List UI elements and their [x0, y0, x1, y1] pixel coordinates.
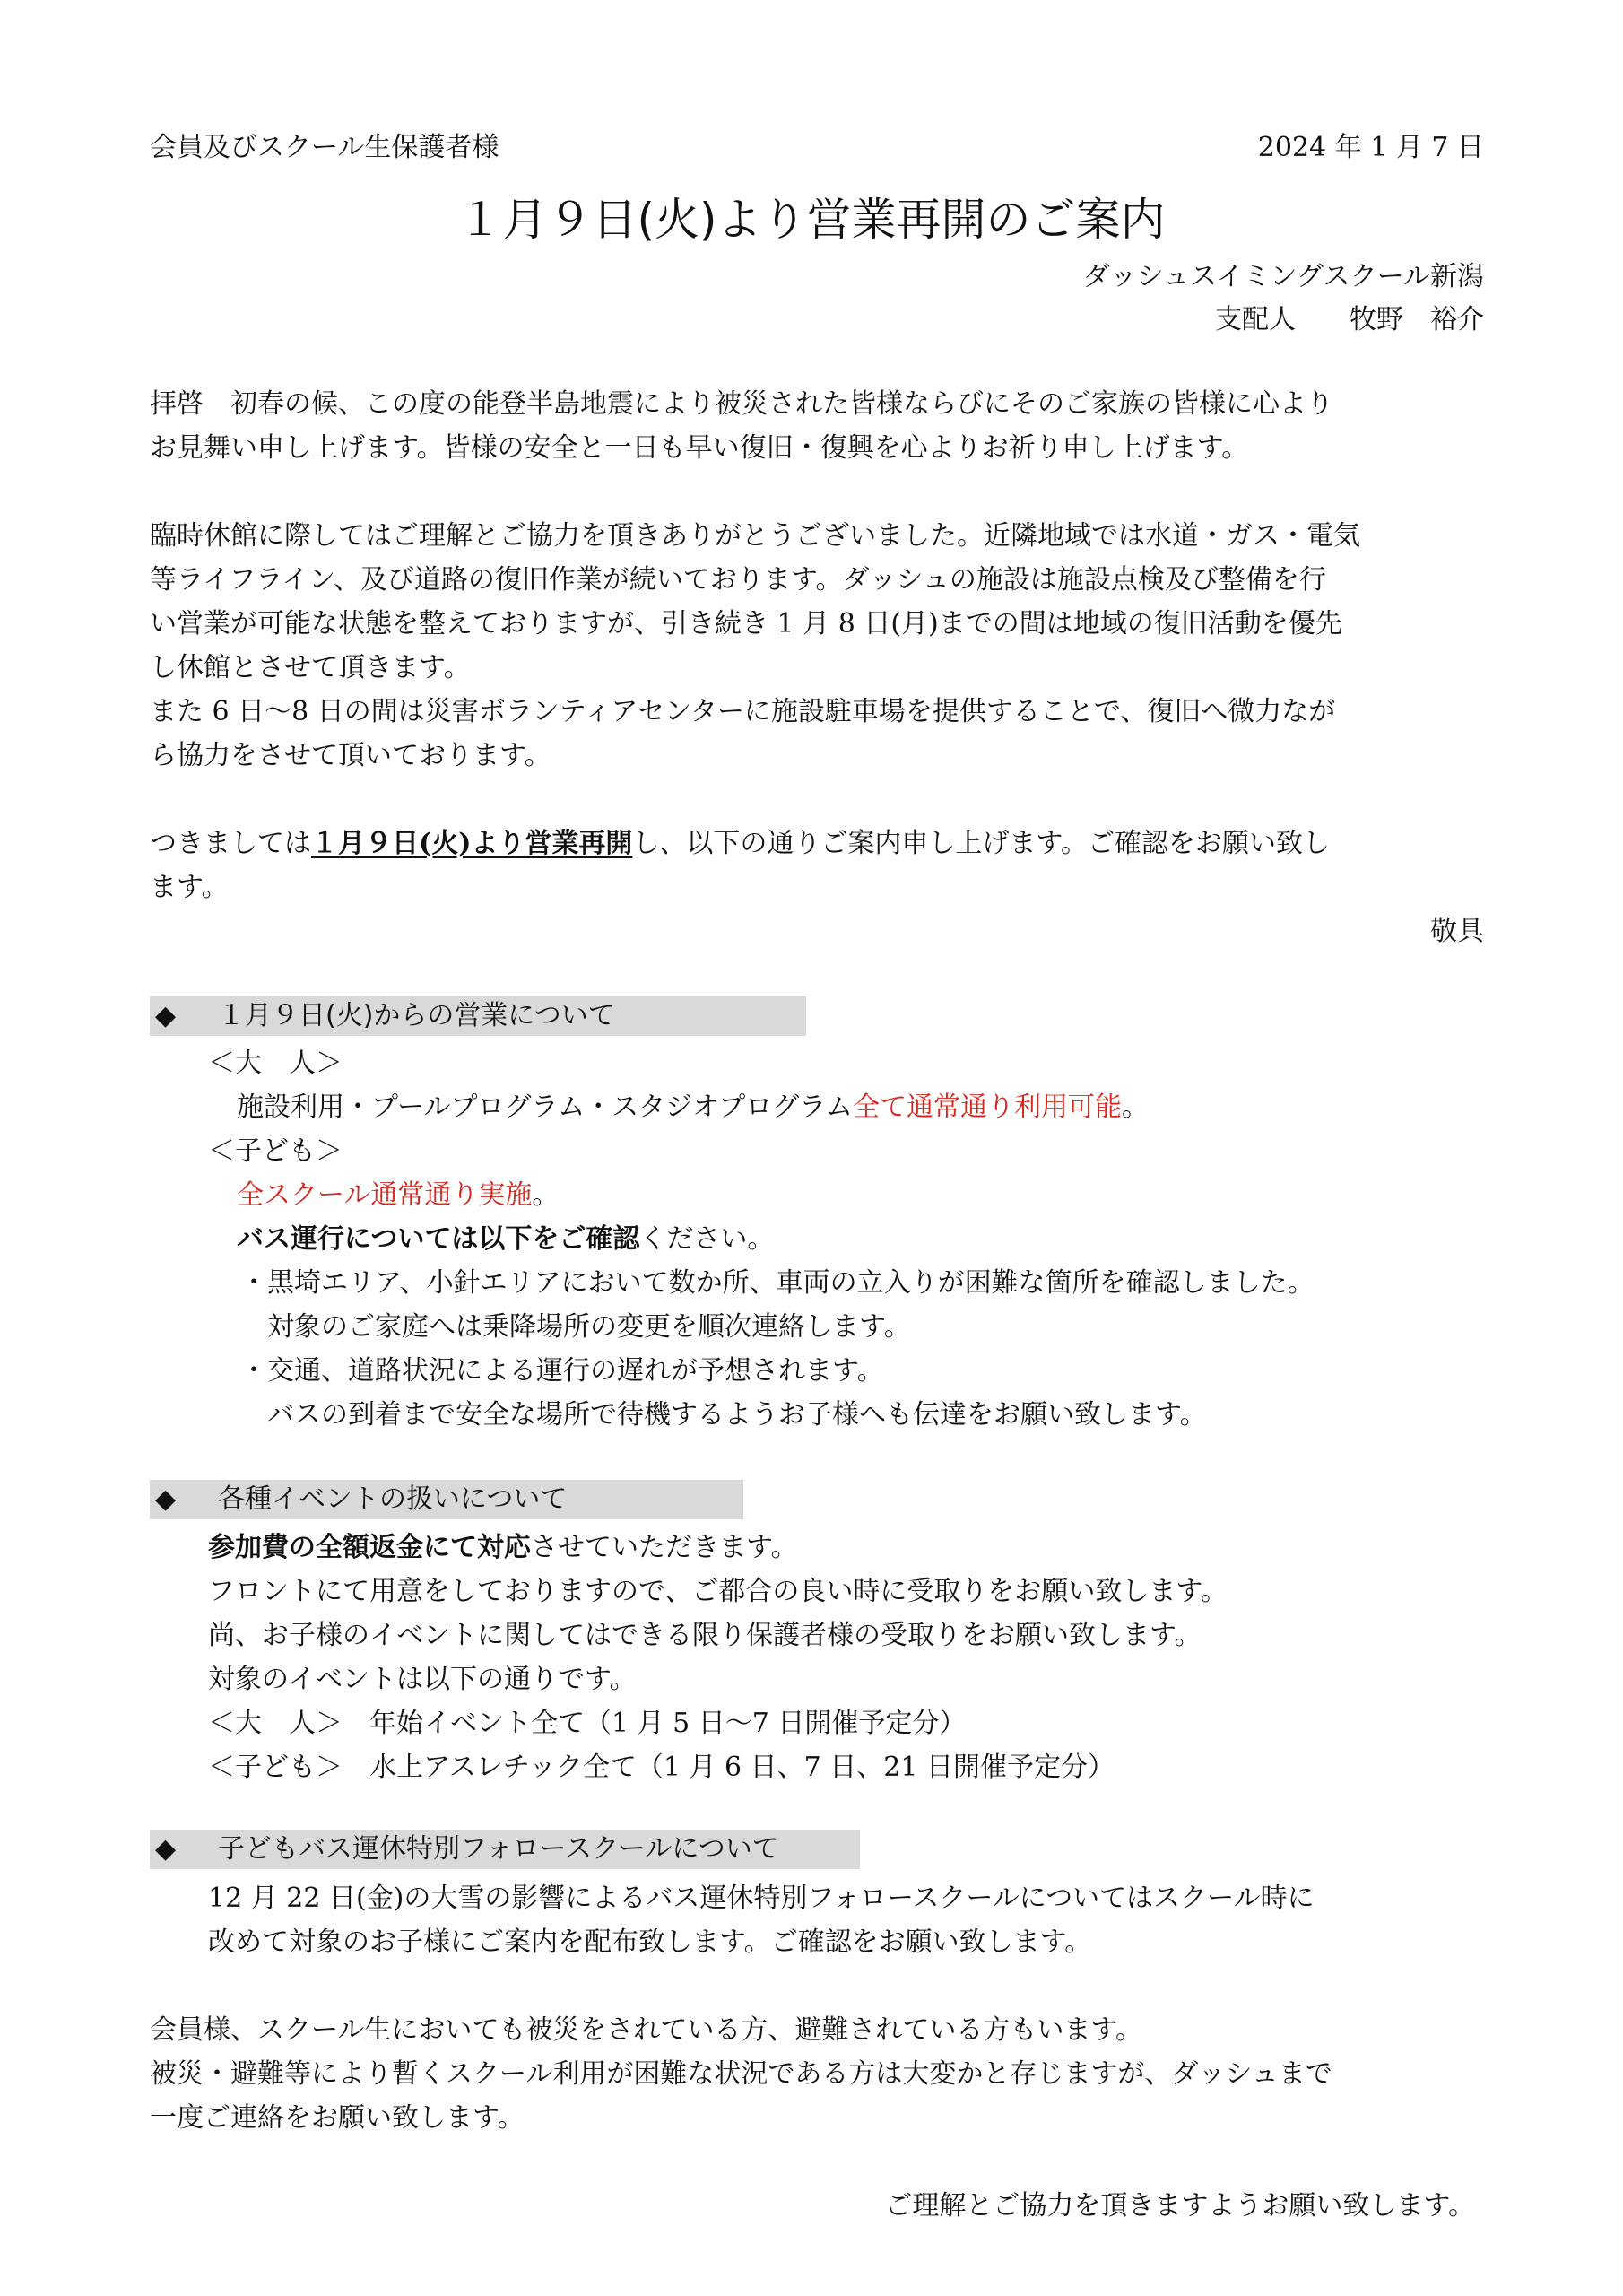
event-line: フロントにて用意をしておりますので、ご都合の良い時に受取りをお願い致します。	[208, 1576, 1228, 1607]
text-segment: させていただきます。	[531, 1532, 798, 1563]
document-date: 2024 年 1 月 7 日	[1257, 132, 1484, 163]
intro-line	[150, 828, 1330, 859]
intro-line: ら協力をさせて頂いております。	[150, 740, 551, 771]
text-segment: 施設利用・プールプログラム・スタジオプログラム	[237, 1091, 853, 1123]
reopen-date-emphasis: １月９日(火)より営業再開	[311, 828, 633, 859]
highlight-text: 全て通常通り利用可能	[853, 1091, 1122, 1123]
recipient: 会員及びスクール生保護者様	[150, 132, 499, 163]
bold-text: 参加費の全額返金にて対応	[208, 1532, 531, 1563]
section-heading-label: 各種イベントの扱いについて	[218, 1483, 568, 1515]
section-heading-label: １月９日(火)からの営業について	[218, 1000, 615, 1031]
follow-school-line: 改めて対象のお子様にご案内を配布致します。ご確認をお願い致します。	[208, 1926, 1092, 1958]
section-heading	[150, 996, 806, 1036]
intro-line: 等ライフライン、及び道路の復旧作業が続いております。ダッシュの施設は施設点検及び整備を行	[150, 564, 1326, 596]
section-heading-label: 子どもバス運休特別フォロースクールについて	[218, 1833, 779, 1865]
diamond-icon: ◆	[155, 1483, 177, 1515]
text-segment: 。	[1122, 1091, 1149, 1123]
bus-info	[237, 1223, 775, 1255]
event-line: ＜子ども＞ 水上アスレチック全て（1 月 6 日、7 日、21 日開催予定分）	[208, 1752, 1115, 1783]
bullet-line: ・黒埼エリア、小針エリアにおいて数か所、車両の立入りが困難な箇所を確認しました。	[240, 1267, 1315, 1299]
footer-line: 一度ご連絡をお願い致します。	[150, 2102, 525, 2134]
intro-line: ます。	[150, 872, 229, 903]
section-heading	[150, 1480, 743, 1519]
page-title: １月９日(火)より営業再開のご案内	[457, 194, 1166, 246]
bullet-line: バスの到着まで安全な場所で待機するようお子様へも伝達をお願い致します。	[240, 1399, 1207, 1431]
intro-line: し休館とさせて頂きます。	[150, 652, 471, 683]
sender-org: ダッシュスイミングスクール新潟	[1082, 261, 1484, 292]
text-segment: つきましては	[150, 828, 311, 859]
diamond-icon: ◆	[155, 1833, 177, 1865]
footer-line: 被災・避難等により暫くスクール利用が困難な状況である方は大変かと存じますが、ダッシュまで	[150, 2058, 1332, 2090]
text-segment: 。	[532, 1179, 560, 1211]
event-line: 尚、お子様のイベントに関してはできる限り保護者様の受取りをお願い致します。	[208, 1620, 1202, 1651]
closing-request: ご理解とご協力を頂きますようお願い致します。	[885, 2190, 1475, 2222]
section-heading	[150, 1830, 860, 1869]
label-adult: ＜大 人＞	[208, 1048, 343, 1079]
intro-line: 拝啓 初春の候、この度の能登半島地震により被災された皆様ならびにそのご家族の皆様に心より	[150, 388, 1333, 420]
bullet-line: ・交通、道路状況による運行の遅れが予想されます。	[240, 1355, 884, 1387]
adult-info	[237, 1091, 1149, 1123]
footer-line: 会員様、スクール生においても被災をされている方、避難されている方もいます。	[150, 2014, 1142, 2046]
intro-line: 臨時休館に際してはご理解とご協力を頂きありがとうございました。近隣地域では水道・ガス・電気	[150, 520, 1360, 552]
highlight-text: 全スクール通常通り実施	[237, 1179, 533, 1211]
label-child: ＜子ども＞	[208, 1135, 343, 1167]
sender-person: 支配人 牧野 裕介	[1215, 304, 1484, 335]
intro-line: また 6 日〜8 日の間は災害ボランティアセンターに施設駐車場を提供することで、復旧へ微力なが	[150, 696, 1336, 727]
bold-text: バス運行については以下をご確認	[237, 1223, 640, 1255]
refund-info	[208, 1532, 798, 1563]
closing-word: 敬具	[1430, 916, 1484, 947]
event-line: ＜大 人＞ 年始イベント全て（1 月 5 日〜7 日開催予定分）	[208, 1708, 967, 1739]
diamond-icon: ◆	[155, 1000, 177, 1031]
event-line: 対象のイベントは以下の通りです。	[208, 1664, 637, 1695]
follow-school-line: 12 月 22 日(金)の大雪の影響によるバス運休特別フォロースクールについてはスクール時に	[208, 1883, 1315, 1914]
child-info	[237, 1179, 560, 1211]
intro-line: い営業が可能な状態を整えておりますが、引き続き 1 月 8 日(月)までの間は地域の復旧活動を優先	[150, 608, 1342, 639]
intro-line: お見舞い申し上げます。皆様の安全と一日も早い復旧・復興を心よりお祈り申し上げます。	[150, 432, 1249, 464]
bullet-line: 対象のご家庭へは乗降場所の変更を順次連絡します。	[240, 1311, 911, 1343]
text-segment: ください。	[639, 1223, 775, 1255]
text-segment: し、以下の通りご案内申し上げます。ご確認をお願い致し	[632, 828, 1330, 859]
